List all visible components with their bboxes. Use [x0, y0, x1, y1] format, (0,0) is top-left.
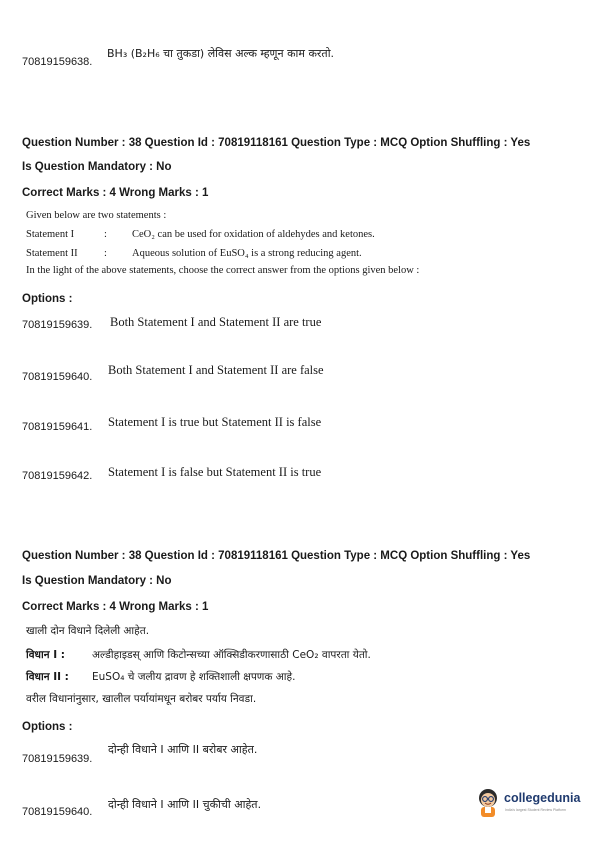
option-text: दोन्ही विधाने I आणि II बरोबर आहेत. — [108, 743, 258, 756]
option-number: 70819159640. — [22, 371, 93, 383]
question-marks: Correct Marks : 4 Wrong Marks : 1 — [22, 601, 209, 613]
statement-1-text: CeO₂ can be used for oxidation of aldehydes and ketones. — [132, 229, 375, 240]
option-number: 70819159638. — [22, 56, 93, 68]
statements-intro: Given below are two statements : — [26, 210, 167, 221]
statement-1-label: Statement I — [26, 229, 75, 240]
question-instruction: वरील विधानांनुसार, खालील पर्यायांमधून बरोबर पर्याय निवडा. — [26, 693, 257, 705]
options-label: Options : — [22, 293, 73, 305]
options-label: Options : — [22, 721, 73, 733]
question-mandatory: Is Question Mandatory : No — [22, 575, 172, 587]
statement-2-text: Aqueous solution of EuSO₄ is a strong reducing agent. — [132, 248, 362, 259]
option-text: Statement I is false but Statement II is true — [108, 465, 322, 479]
option-number: 70819159642. — [22, 470, 93, 482]
statement-1-colon: : — [104, 229, 107, 240]
question-marks: Correct Marks : 4 Wrong Marks : 1 — [22, 187, 209, 199]
question-header: Question Number : 38 Question Id : 70819118161 Question Type : MCQ Option Shuffling : Yes — [22, 550, 531, 562]
question-header: Question Number : 38 Question Id : 70819118161 Question Type : MCQ Option Shuffling : Yes — [22, 137, 531, 149]
collegedunia-logo — [474, 787, 586, 821]
option-text: Both Statement I and Statement II are false — [108, 363, 324, 377]
logo-tagline: India's largest Student Review Platform — [505, 808, 566, 812]
mascot-icon — [474, 787, 502, 819]
option-number: 70819159641. — [22, 421, 93, 433]
option-text: BH₃ (B₂H₆ चा तुकडा) लेविस अल्क म्हणून काम करतो. — [107, 47, 335, 60]
logo-brand: collegedunia — [504, 791, 581, 805]
statement-1-text: अल्डीहाइडस् आणि किटोन्सच्या ऑक्सिडीकरणासाठी CeO₂ वापरता येतो. — [92, 649, 371, 661]
statement-2-text: EuSO₄ चे जलीय द्रावण हे शक्तिशाली क्षपणक आहे. — [92, 671, 296, 683]
question-instruction: In the light of the above statements, choose the correct answer from the options given below : — [26, 265, 420, 276]
option-text: दोन्ही विधाने I आणि II चुकीची आहेत. — [108, 798, 262, 811]
statement-2-label: विधान II : — [26, 671, 69, 683]
option-text: Statement I is true but Statement II is false — [108, 415, 322, 429]
option-number: 70819159639. — [22, 753, 93, 765]
statement-2-colon: : — [104, 248, 107, 259]
statement-1-label: विधान I : — [26, 649, 65, 661]
option-number: 70819159640. — [22, 806, 93, 818]
statements-intro: खाली दोन विधाने दिलेली आहेत. — [26, 625, 150, 637]
question-mandatory: Is Question Mandatory : No — [22, 161, 172, 173]
option-number: 70819159639. — [22, 319, 93, 331]
statement-2-label: Statement II — [26, 248, 78, 259]
option-text: Both Statement I and Statement II are true — [110, 315, 322, 329]
